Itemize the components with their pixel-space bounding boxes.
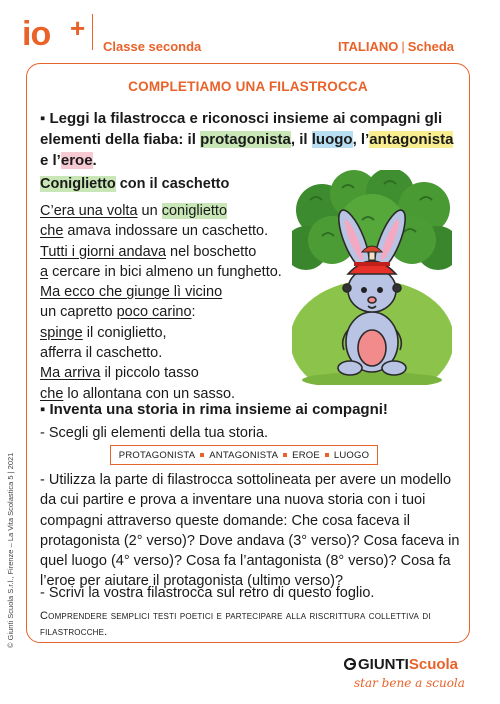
poem-line: C’era una volta un coniglietto <box>40 203 228 219</box>
header-divider <box>92 14 93 50</box>
tag-protagonista: PROTAGONISTA <box>118 449 196 461</box>
step-write: - Scrivi la vostra filastrocca sul retro di questo foglio. <box>40 585 375 601</box>
poem-title: Coniglietto con il caschetto <box>40 176 230 192</box>
subject-name: ITALIANO <box>337 39 399 54</box>
subject-separator: | <box>401 39 405 54</box>
instruction-invent: ▪ Inventa una storia in rima insieme ai compagni! <box>40 401 388 418</box>
sheet-label: Scheda <box>407 39 454 54</box>
tag-separator <box>325 453 329 457</box>
tag-luogo: LUOGO <box>333 449 370 461</box>
poem-line: Tutti i giorni andava nel boschetto <box>40 243 257 260</box>
bullet: ▪ <box>40 110 46 127</box>
tag-separator <box>283 453 287 457</box>
logo-plus: + <box>70 13 86 43</box>
tag-antagonista: ANTAGONISTA <box>209 449 279 461</box>
learning-goal: Comprendere semplici testi poetici e partecipare alla riscrittura collettiva di filastrocche. <box>40 610 431 638</box>
poem-line: a cercare in bici almeno un funghetto. <box>40 263 282 280</box>
class-label: Classe seconda <box>103 39 202 54</box>
poem-line: Ma arriva il piccolo tasso <box>40 365 199 382</box>
giunti-g-icon <box>344 658 356 670</box>
instruction-read: ▪ Leggi la filastrocca e riconosci insieme ai compagni gli elementi della fiaba: il protagonista, il luogo, l’antagonista e l’eroe. <box>40 110 454 169</box>
brand-name: GIUNTIScuola <box>358 656 459 673</box>
giunti-scuola-logo <box>344 656 484 696</box>
tag-eroe: EROE <box>292 449 320 461</box>
poem-line: spinge il coniglietto, <box>40 324 167 341</box>
step-use-model: - Utilizza la parte di filastrocca sottolineata per avere un modello da cui partire e prova a inventare una nuova storia con i tuoi compagni attraverso queste domande: Che cosa faceva il protagonista (2° verso)? Dove andava (3° verso)? Cosa faceva in quel luogo (4° verso)? Cosa fa l’antagonista (8° verso)? Cosa fa l’eroe per aiutare il protagonista (ultimo verso)? <box>40 472 460 590</box>
poem-body <box>40 201 282 404</box>
poem-line: che amava indossare un caschetto. <box>40 223 269 240</box>
subject-label <box>338 39 454 54</box>
poem-line: un capretto poco carino: <box>40 304 196 321</box>
page-title: COMPLETIAMO UNA FILASTROCCA <box>128 79 368 94</box>
poem-line: che lo allontana con un sasso. <box>40 385 236 402</box>
step-choose-elements: - Scegli gli elementi della tua storia. <box>40 425 269 441</box>
highlight-eroe: eroe <box>60 152 93 169</box>
copyright-credit: © Giunti Scuola S.r.l., Firenze – La Vita Scolastica 5 | 2021 <box>6 452 15 648</box>
brand-tagline: star bene a scuola <box>354 676 465 690</box>
tag-separator <box>200 453 204 457</box>
io-plus-logo <box>22 13 86 54</box>
story-elements-tags <box>110 445 378 465</box>
rabbit-illustration <box>292 170 452 385</box>
highlight-protagonista: protagonista <box>200 131 291 148</box>
poem-line: Ma ecco che giunge lì vicino <box>40 284 223 301</box>
poem-title-highlight: Coniglietto <box>40 176 116 192</box>
logo-text: io <box>22 15 51 53</box>
bullet: ▪ <box>40 401 46 418</box>
highlight-antagonista: antagonista <box>369 131 454 148</box>
highlight-luogo: luogo <box>311 131 353 148</box>
poem-line: afferra il caschetto. <box>40 345 163 362</box>
